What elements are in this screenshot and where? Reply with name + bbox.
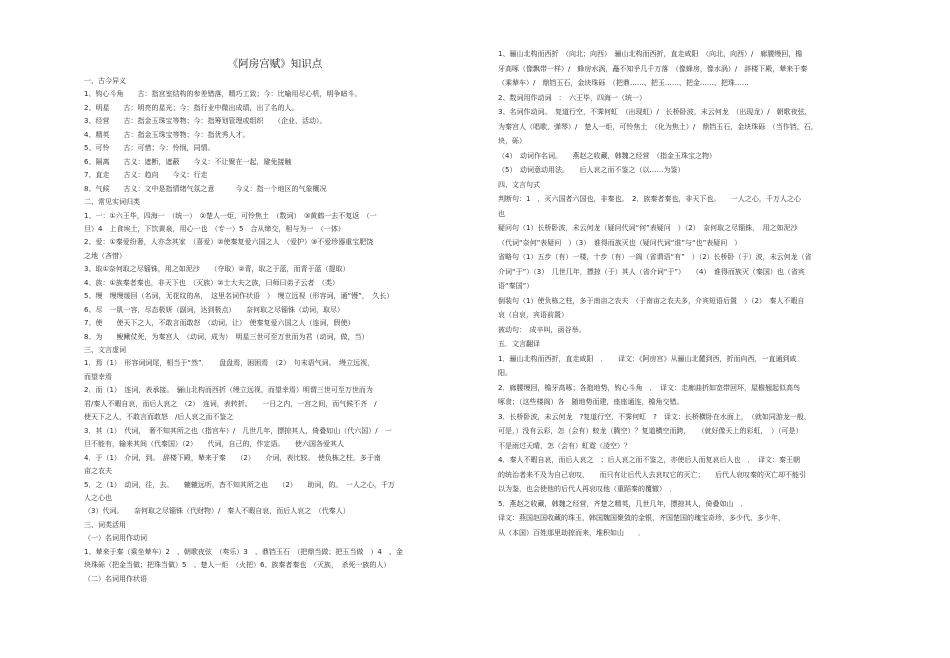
text-line: 5、缦 缦缦缓回（名词，无花纹的帛， 这里名词作状语 ） 缦立远视（形容词，通“慢”， 久长）: [84, 292, 394, 301]
text-line: （5） 动词意动用法。 后人哀之而不鉴之（以……为鉴）: [498, 166, 685, 174]
text-line: 3、取①奈何取之尽锱铢，用之如泥沙 （夺取）②青，取之于蓝，而青于蓝（提取）: [84, 265, 350, 274]
text-line: 1、辇来于秦（乘坐辇车）2 、朝歌夜弦 （奏乐）3 、鼎铛玉石 （把鼎当做；把玉当做 ）4 、金: [84, 547, 403, 556]
text-line: （代词“奈何”表疑问 ）（3） 谁得而族灭也（疑问代词“谁”与“也”表疑问 ）: [498, 238, 742, 247]
text-line: 阳。: [498, 369, 512, 377]
text-line: （4） 动词作名词。 燕赵之收藏，韩魏之经营 （指金玉珠宝之物）: [498, 151, 716, 160]
text-line: 1、骊山北构而西折 （向北；向西） 骊山北构而西折，直走咸阳 （向北，向西）/ 廊腰缦回，檐: [498, 50, 803, 58]
text-line: 三、词类活用: [84, 520, 126, 529]
text-line: 块珠砾（把金当做；把珠当做）5 、楚人一炬 （火把）6、族秦者秦也 （灭族， 杀死一族的人）: [84, 561, 391, 570]
text-line: 6、隔离 古义：遮断，遮蔽 今义：不让聚在一起，避免接触: [84, 157, 292, 166]
text-line: 啄食；（这些楼阁）各 随地势而建，座座通连，檐角交错。: [498, 398, 684, 406]
text-line: 4．秦人不暇自哀，而后人哀之 ；后人哀之而不鉴之，亦使后人而复哀后人也 ． 译文：秦王朝: [498, 456, 800, 464]
text-line: （一）名词用作动词: [84, 534, 147, 543]
text-line: 可是，）没有云彩，怎（会有）蛟龙（腾空）？复道横空而跨， （就好像天上的彩虹， ）（可是）: [498, 427, 803, 435]
text-line: 旦）4 上食埃土，下饮黄泉，用心一也 （专一）5 合从缔交，相与为一 （一体）: [84, 224, 345, 233]
text-line: 语“秦国”）: [498, 282, 534, 290]
text-line: 5、可怜 古：可惜；今：怜悯，同情。: [84, 144, 215, 153]
page-title: 《阿房宫赋》知识点: [227, 58, 323, 70]
text-line: 不是雨过天晴，怎（会有）虹霓（凌空）？: [498, 441, 631, 450]
text-line: 2．廊腰缦回，檐牙高啄；各抱地势，钩心斗角 ． 译文：走廊曲折如宽带回环，屋檐翘起似高鸟: [498, 383, 800, 392]
text-line: 从（本国）百姓那里劫掠而来，堆积如山 ．: [498, 528, 645, 537]
text-line: 判断句：1 ，灭六国者六国也，非秦也。 2．族秦者秦也，非天下也。 一人之心，千万人之心: [498, 195, 801, 203]
text-line: 3、经营 古：指金玉珠宝等物；今：指筹划管理或组织 （企业、活动）。: [84, 117, 327, 126]
text-line: 2、爱：①秦爱纷奢，人亦念其家 （喜爱）②使秦复爱六国之人 （爱护）③不爱珍器重宝肥饶: [84, 238, 374, 247]
text-line: 君/秦人不暇自哀，而后人哀之 （2） 连词，表转折。 一日之内，一宫之间，而气候不齐 /: [84, 399, 377, 408]
text-line: 7、直走 古义：趋向 今义：行走: [84, 171, 208, 180]
text-line: 之地（吝惜）: [84, 251, 126, 260]
text-line: 1、钩心斗角 古：指宫室结构的参差错落，精巧工致；今：比喻用尽心机，明争暗斗。: [84, 90, 362, 99]
text-line: 块，砾）: [498, 137, 526, 145]
text-line: （3）代词。 奈何取之尽锱铢（代财物）/ 秦人不暇自哀，而后人哀之 （代秦人）: [84, 507, 350, 516]
text-line: 以为鉴，也会使他的后代人再哀叹他（重蹈秦的覆辙） ．: [498, 485, 677, 493]
text-line: （二）名词用作状语: [84, 574, 147, 583]
text-line: 也: [498, 209, 505, 218]
text-line: 8、气候 古义：文中是指情绪气氛之意 今义：指一个地区的气象概况: [84, 184, 327, 193]
text-line: 6、尽 一肌一容，尽态极妍（副词，达到极点） 奈何取之尽锱铢（动词，取尽）: [84, 305, 344, 314]
text-line: 而望幸焉: [84, 372, 112, 381]
text-line: 倒装句（1）使负栋之柱，多于南亩之农夫 （于南亩之农夫多，介宾短语后置 ）（2） 秦人不暇自: [498, 296, 805, 305]
text-line: 1．焉（1） 形容词词尾，相当于“然”． 盘盘焉，困困焉 （2） 句末语气词。 缦立远视，: [84, 359, 375, 368]
text-line: 4、精英 古：指金玉珠宝等物；今：指优秀人才。: [84, 130, 250, 139]
text-line: 省略句（1）五步（有）一楼，十步（有）一阁（省谓语“有” ）（2）长桥卧（于）波，未云何龙（省: [498, 253, 812, 261]
text-line: 8、为 鲵鳅仗死，为秦宫人 （动词，成为） 明星三世可至万世而为君（动词，做，当）: [84, 332, 369, 341]
text-line: 3．其（1） 代词， 奢不知其所之也（指宫车）/ 几世几年，摽掠其人，倚叠如山（代六国）/ 一: [84, 426, 392, 435]
text-line: 二、常见实词归类: [84, 198, 140, 207]
text-line: 疑问句（1）长桥卧波，未云何龙（疑问代词“何”表疑问 ）（2） 奈何取之尽锱铢， 用之如泥沙: [498, 224, 798, 232]
text-line: 四、文言句式: [498, 180, 540, 189]
text-line: （乘辇车）/ 鼎铛玉石，金块珠砾 （把鼎……、把玉……、把金……、把珠……: [498, 79, 749, 87]
text-line: 三、文言虚词: [84, 346, 126, 354]
text-line: 牙高啄（像飘带一样）/ 蜂房水涡，矗不知乎几千万落 （像蜂房，像水涡）/ 辞楼下殿，辇来于秦: [498, 64, 808, 73]
text-line: 五．文言翻译: [498, 340, 540, 348]
text-line: 4、族：①族秦者秦也，非天下也 （灭族）②士大夫之族，曰师曰弟子云者 （类）: [84, 278, 340, 287]
text-line: 译文：燕国赵国收藏的珠玉，韩国魏国聚敛的金银，齐国楚国的瑰宝奇珍，多少代、多少年，: [498, 514, 785, 522]
text-line: 被动句： 成辛叫，函谷举。: [498, 325, 586, 334]
text-line: 2、数词用作动词 ： 六王毕，四海一（统一）: [498, 93, 646, 102]
text-line: 1．骊山北构而西折，直走咸阳 ． 译文：《阿房宫》从骊山北麓到西，折而向西，一直通到咸: [498, 354, 797, 363]
text-line: 4．于（1） 介词，到。 辞楼下殿，辇来于秦 （2） 介词，表比较。 使负栋之柱，多于南: [84, 453, 381, 462]
text-line: 5．之（1） 动词，往，去。 辘辘远听，杳不知其所之也 （2） 助词，的。 一人之心，千万: [84, 480, 395, 489]
text-line: 5．燕赵之收藏，韩魏之经营，齐楚之精英，几世几年，摽掠其人，倚叠如山 ．: [498, 499, 748, 508]
text-line: 使天下之人，不敢言而敢怒 /后人哀之而不鉴之: [84, 413, 234, 422]
text-line: 亩之农夫: [84, 467, 112, 476]
text-line: 7、使 使天下之人，不敢言而敢怒 （动词，让） 使秦复爱六国之人（连词，假使）: [84, 319, 355, 328]
text-line: 一、古今异义: [84, 77, 126, 85]
text-line: 哀（自哀，宾语前置）: [498, 311, 568, 319]
text-line: 3、名词作动词。 复道行空，不霁何虹 （出现虹）/ 长桥卧波，未云何龙 （出现龙）/ 朝歌夜弦，: [498, 108, 812, 116]
text-line: 1、一：①六王毕，四海一 （统一） ②楚人一炬，可怜焦土 （数词） ③黄鹤一去不复返 （一: [84, 211, 377, 220]
text-line: 3．长桥卧波，未云何龙 ?复道行空，不霁何虹 ? 译文：长桥横卧在水面上， （就如同游龙一般，: [498, 412, 811, 421]
text-line: 2、明星 古：明亮的星光；今：指行业中微出成绩，出了名的人。: [84, 103, 299, 112]
text-line: 旦不能有，输来其间（代秦国）（2） 代词，自己的，作定语。 使六国各爱其人: [84, 440, 344, 449]
text-line: 的统治者来不及为自己哀叹， 而只有让后代人去哀叹它的灭亡； 后代人哀叹秦的灭亡却不能引: [498, 470, 806, 479]
text-line: 为秦宫人（唱歌，弹琴）/ 楚人一炬，可怜焦土 （化为焦土）/ 鼎铛玉石，金块珠砾 （当作铛，石，: [498, 122, 818, 131]
text-line: 人之心也: [84, 493, 112, 502]
text-line: 2．而（1） 连词，表承接。 骊山北构而西折（缦立远视，而望幸焉）明谓三世可至万世而为: [84, 386, 373, 395]
text-line: 介词“于”）（3） 几世几年，摽掠（于）其人（省介词“于”） （4） 谁得而族灭（秦国）也（省宾: [498, 267, 805, 276]
